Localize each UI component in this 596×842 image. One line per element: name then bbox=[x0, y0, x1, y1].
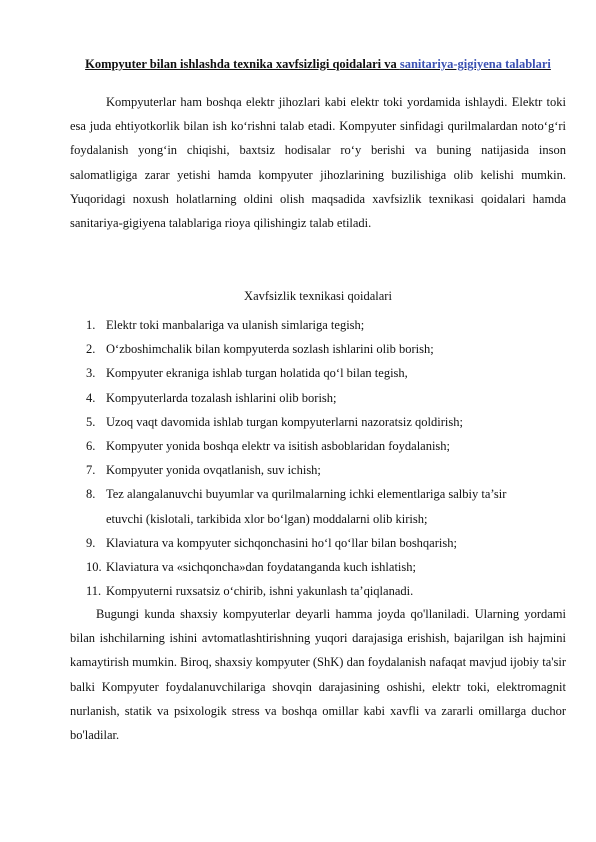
list-text: Elektr toki manbalariga va ulanish simlariga tegish; bbox=[106, 318, 365, 332]
list-number: 10. bbox=[86, 560, 102, 575]
list-item bbox=[86, 410, 566, 434]
list-text: Kompyuter yonida boshqa elektr va isitish asboblaridan foydalanish; bbox=[106, 439, 451, 454]
list-item bbox=[86, 337, 566, 361]
list-item bbox=[86, 482, 566, 530]
list-text: Klaviatura va kompyuter sichqonchasini ho‘l qo‘llar bilan boshqarish; bbox=[106, 535, 457, 550]
list-item bbox=[86, 579, 566, 603]
list-number: 4. bbox=[86, 390, 96, 405]
closing-paragraph: Bugungi kunda shaxsiy kompyuterlar deyarli hamma joyda qo'llaniladi. Ularning yordami bilan ishchilarning ishini avtomatlashtirishning yuqori darajasiga erishish, bajarilgan ish hajmini kamaytirish mumkin. Biroq, shaxsiy kompyuter (ShK) dan foydalanish nafaqat mavjud ijobiy ta'sir balki Kompyuter foydalanuvchilariga shovqin darajasining oshishi, elektr toki, elektromagnit nurlanish, statik va psixologik stress va boshqa omillar kabi xavfli va zararli omillarga duchor bo'ladilar. bbox=[70, 607, 566, 743]
list-text: O‘zboshimchalik bilan kompyuterda sozlash ishlarini olib borish; bbox=[106, 342, 434, 357]
list-number: 9. bbox=[86, 535, 96, 550]
list-item bbox=[86, 555, 566, 579]
list-number: 6. bbox=[86, 439, 96, 454]
list-text: Kompyuterlarda tozalash ishlarini olib borish; bbox=[106, 390, 337, 405]
list-number: 3. bbox=[86, 366, 96, 381]
section-heading: Xavfsizlik texnikasi qoidalari bbox=[244, 289, 392, 303]
list-text: Kompyuter ekraniga ishlab turgan holatida qo‘l bilan tegish, bbox=[106, 366, 408, 381]
title-link[interactable]: sanitariya-gigiyena talablari bbox=[399, 57, 551, 71]
list-item bbox=[86, 313, 566, 337]
list-text: Kompyuter yonida ovqatlanish, suv ichish; bbox=[106, 463, 321, 478]
list-item bbox=[86, 458, 566, 482]
title-text: Kompyuter bilan ishlashda texnika xavfsizligi qoidalari va bbox=[85, 57, 400, 71]
list-number: 11. bbox=[86, 584, 102, 599]
list-number: 7. bbox=[86, 463, 96, 478]
list-text: Klaviatura va «sichqoncha»dan foydatanganda kuch ishlatish; bbox=[106, 560, 416, 575]
document-title bbox=[70, 57, 566, 72]
list-number: 8. bbox=[86, 487, 96, 502]
list-number: 2. bbox=[86, 342, 96, 357]
list-number: 5. bbox=[86, 414, 96, 429]
list-item bbox=[86, 531, 566, 555]
list-item bbox=[86, 434, 566, 458]
list-number: 1. bbox=[86, 318, 96, 332]
list-text: Uzoq vaqt davomida ishlab turgan kompyuterlarni nazoratsiz qoldirish; bbox=[106, 414, 463, 429]
intro-paragraph: Kompyuterlar ham boshqa elektr jihozlari kabi elektr toki yordamida ishlaydi. Elektr toki esa juda ehtiyotkorlik bilan ish ko‘rishni talab etadi. Kompyuter sinfidagi qurilmalardan noto‘g‘ri foydalanish yong‘in chiqishi, baxtsiz hodisalar ro‘y berishi va buning natijasida inson salomatligiga zarar yetishi hamda kompyuter jihozlarining buzilishiga olib kelishi mumkin. Yuqoridagi noxush holatlarning oldini olish maqsadida xavfsizlik texnikasi qoidalari hamda sanitariya-gigiyena talablariga rioya qilishingiz talab etiladi. bbox=[70, 95, 566, 231]
list-text-continuation: etuvchi (kislotali, tarkibida xlor bo‘lgan) moddalarni olib kirish; bbox=[106, 511, 428, 526]
list-text: Kompyuterni ruxsatsiz o‘chirib, ishni yakunlash ta’qiqlanadi. bbox=[106, 584, 414, 599]
list-item bbox=[86, 386, 566, 410]
list-text: Tez alangalanuvchi buyumlar va qurilmalarning ichki elementlariga salbiy ta’sir bbox=[106, 487, 507, 502]
list-item bbox=[86, 361, 566, 385]
rules-list bbox=[86, 313, 566, 603]
